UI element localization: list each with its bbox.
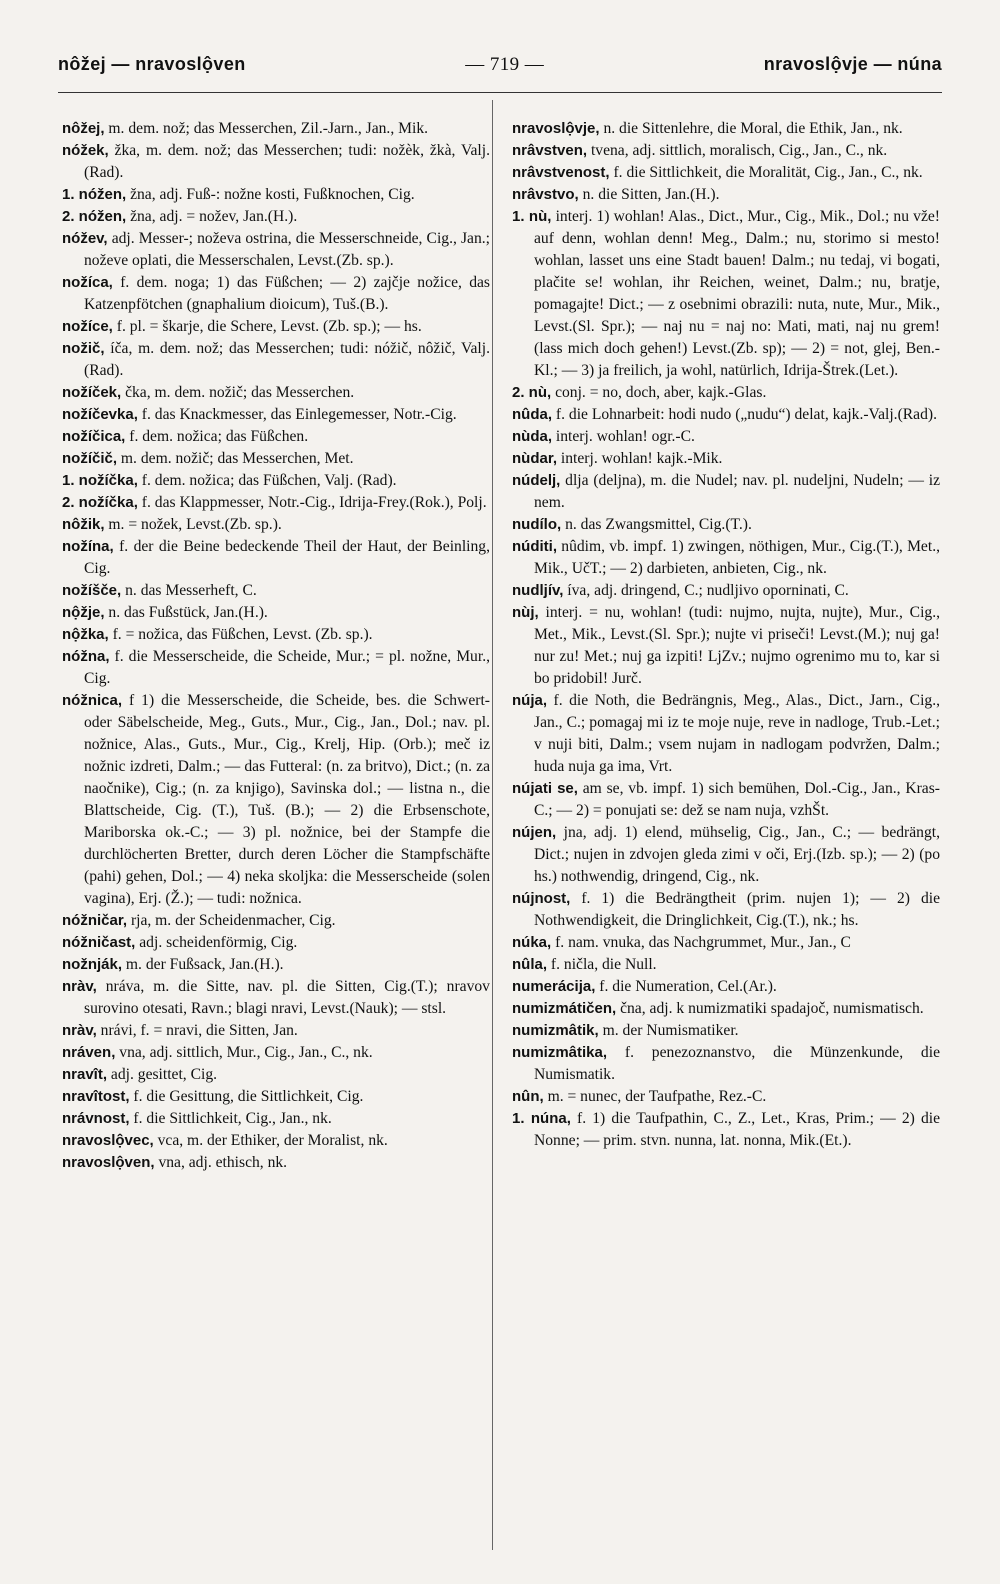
entry-definition: vna, adj. ethisch, nk.	[158, 1154, 288, 1171]
entry-definition: conj. = no, doch, aber, kajk.-Glas.	[555, 384, 767, 401]
entry-headword: 1. núna,	[512, 1110, 571, 1127]
entry-headword: nóžek,	[62, 142, 109, 159]
dictionary-entry	[512, 1086, 940, 1108]
dictionary-entry	[512, 690, 940, 778]
dictionary-entry	[512, 822, 940, 888]
entry-definition: f. das Knackmesser, das Einlegemesser, Notr.-Cig.	[141, 406, 457, 423]
entry-headword: numizmâtik,	[512, 1022, 599, 1039]
entry-definition: čka, m. dem. nožič; das Messerchen.	[125, 384, 355, 401]
entry-definition: n. die Sittenlehre, die Moral, die Ethik, Jan., nk.	[603, 120, 903, 137]
entry-definition: f. ničla, die Null.	[550, 956, 657, 973]
entry-definition: interj. wohlan! kajk.-Mik.	[560, 450, 723, 467]
entry-headword: nožíčica,	[62, 428, 126, 445]
dictionary-entry	[512, 954, 940, 976]
entry-definition: m. = nunec, der Taufpathe, Rez.-C.	[547, 1088, 767, 1105]
dictionary-entry	[512, 426, 940, 448]
entry-headword: nùj,	[512, 604, 539, 621]
dictionary-entry	[62, 404, 490, 426]
dictionary-entry	[62, 1086, 490, 1108]
entry-definition: m. = nožek, Levst.(Zb. sp.).	[108, 516, 282, 533]
entry-definition: adj. gesittet, Cig.	[110, 1066, 218, 1083]
entry-headword: nóžnica,	[62, 692, 123, 709]
entry-definition: n. die Sitten, Jan.(H.).	[582, 186, 720, 203]
dictionary-entry	[512, 932, 940, 954]
dictionary-entry	[62, 140, 490, 184]
entry-headword: núјati se,	[512, 780, 578, 797]
entry-definition: f. = nožica, das Füßchen, Levst. (Zb. sp.).	[112, 626, 373, 643]
dictionary-entry	[512, 514, 940, 536]
entry-headword: nráven,	[62, 1044, 116, 1061]
entry-definition: n. das Fußstück, Jan.(H.).	[108, 604, 268, 621]
entry-headword: 1. nožíčka,	[62, 472, 138, 489]
entry-headword: nộžje,	[62, 604, 105, 621]
dictionary-entry	[512, 140, 940, 162]
dictionary-entry	[512, 118, 940, 140]
entry-definition: m. dem. nož; das Messerchen, Zil.-Jarn., Jan., Mik.	[108, 120, 429, 137]
dictionary-entry	[512, 162, 940, 184]
entry-headword: nožíček,	[62, 384, 122, 401]
entry-definition: žna, adj. = nožev, Jan.(H.).	[130, 208, 298, 225]
entry-headword: 1. nù,	[512, 208, 552, 225]
entry-headword: nravîtost,	[62, 1088, 130, 1105]
entry-headword: nùda,	[512, 428, 552, 445]
dictionary-entry	[512, 976, 940, 998]
entry-definition: interj. = nu, wohlan! (tudi: nujmo, nujta, nujte), Mur., Cig., Met., Mik., Levst.(Sl. Spr.); nujte vi priseči! Levst.(M.); nuj ga! nur zu! Met.; nuj ga izpiti! LjZv.; nujmo ogrenimo mu to, kar si bo pridobil! Jurč.	[534, 604, 940, 687]
entry-headword: nravoslộvje,	[512, 120, 600, 137]
entry-definition: íča, m. dem. nož; das Messerchen; tudi: nóžič, nôžič, Valj.(Rad).	[84, 340, 490, 379]
entry-definition: f 1) die Messerscheide, die Scheide, bes. die Schwert- oder Säbelscheide, Meg., Guts., Mur., Cig., Jan., Dol.; nav. pl. nožnice, Alas., Guts., Mur., Cig., Krelj, Hip. (Orb.); meč iz nožnic izdreti, Dalm.; — das Futteral: (n. za britvo), Dict.; (n. za naočnike), Cig.; (n. za knjigo), Savinska dol.; — listna n., die Blattscheide, Cig. (T.), Tuš. (B.); — 2) die Erbsenschote, Mariborska ok.-C.; — 3) pl. nožnice, bei der Stampfe die durchlöcherten Bretter, durch deren Löcher die Stampfschäfte (pahi) gehen, Dol.; — 4) neka skoljka: die Messerscheide (solen vagina), Erj. (Ž.); — tudi: nožnica.	[84, 692, 490, 907]
dictionary-entry	[512, 382, 940, 404]
entry-definition: n. das Zwangsmittel, Cig.(T.).	[565, 516, 752, 533]
entry-definition: adj. scheidenförmig, Cig.	[139, 934, 298, 951]
entry-headword: nộžka,	[62, 626, 109, 643]
entry-headword: nóžničast,	[62, 934, 136, 951]
dictionary-entry	[62, 338, 490, 382]
entry-headword: 2. nù,	[512, 384, 552, 401]
entry-definition: žna, adj. Fuß-: nožne kosti, Fußknochen, Cig.	[130, 186, 415, 203]
entry-definition: vca, m. der Ethiker, der Moralist, nk.	[157, 1132, 388, 1149]
dictionary-entry	[62, 932, 490, 954]
dictionary-entry	[512, 206, 940, 382]
column-divider	[492, 100, 493, 1550]
entry-headword: nudljív,	[512, 582, 564, 599]
entry-headword: núјen,	[512, 824, 557, 841]
dictionary-entry	[62, 646, 490, 690]
entry-headword: nújnost,	[512, 890, 571, 907]
entry-definition: tvena, adj. sittlich, moralisch, Cig., Jan., C., nk.	[590, 142, 888, 159]
entry-definition: f. die Sittlichkeit, Cig., Jan., nk.	[133, 1110, 332, 1127]
dictionary-entry	[512, 448, 940, 470]
entry-headword: nravoslộven,	[62, 1154, 155, 1171]
entry-definition: interj. wohlan! ogr.-C.	[555, 428, 695, 445]
running-header	[58, 54, 942, 88]
entry-definition: vna, adj. sittlich, Mur., Cig., Jan., C., nk.	[119, 1044, 373, 1061]
dictionary-entry	[62, 272, 490, 316]
dictionary-entry	[62, 1042, 490, 1064]
entry-headword: 1. nóžen,	[62, 186, 127, 203]
dictionary-entry	[62, 954, 490, 976]
entry-definition: f. 1) die Taufpathin, C., Z., Let., Kras, Prim.; — 2) die Nonne; — prim. stvn. nunna, lat. nonna, Mik.(Et.).	[534, 1110, 940, 1149]
entry-headword: nožína,	[62, 538, 114, 555]
dictionary-entry	[512, 536, 940, 580]
dictionary-entry	[62, 316, 490, 338]
dictionary-entry	[62, 1064, 490, 1086]
entry-headword: nudílo,	[512, 516, 562, 533]
entry-headword: núja,	[512, 692, 548, 709]
entry-headword: numizmátičen,	[512, 1000, 617, 1017]
entry-headword: nóžničar,	[62, 912, 128, 929]
entry-headword: núka,	[512, 934, 552, 951]
entry-definition: jna, adj. 1) elend, mühselig, Cig., Jan., C.; — bedrängt, Dict.; nujen in zdvojen gleda zimi v oči, Erj.(Izb. sp.); — 2) (po hs.) nothwendig, dringend, Cig., nk.	[534, 824, 940, 885]
entry-headword: nrâvstven,	[512, 142, 588, 159]
entry-headword: nrâvstvo,	[512, 186, 579, 203]
entry-headword: 2. nožíčka,	[62, 494, 138, 511]
entry-headword: nôžik,	[62, 516, 105, 533]
entry-headword: nrávnost,	[62, 1110, 130, 1127]
dictionary-entry	[62, 426, 490, 448]
dictionary-entry	[512, 404, 940, 426]
entry-headword: nožíčevka,	[62, 406, 138, 423]
entry-definition: f. 1) die Bedrängtheit (prim. nujen 1); — 2) die Nothwendigkeit, die Dringlichkeit, Cig.(T.), nk.; hs.	[534, 890, 940, 929]
header-right-guideword: nravoslộvje — núna	[763, 54, 942, 74]
dictionary-entry	[62, 382, 490, 404]
header-rule	[58, 92, 942, 93]
dictionary-entry	[62, 690, 490, 910]
dictionary-entry	[512, 1042, 940, 1086]
entry-definition: f. pl. = škarje, die Schere, Levst. (Zb. sp.); — hs.	[116, 318, 422, 335]
dictionary-entry	[512, 580, 940, 602]
page-number: — 719 —	[465, 54, 545, 75]
dictionary-entry	[62, 1108, 490, 1130]
dictionary-entry	[62, 228, 490, 272]
dictionary-entry	[62, 206, 490, 228]
entry-definition: n. das Messerheft, C.	[125, 582, 257, 599]
entry-headword: nrâvstvenost,	[512, 164, 610, 181]
entry-headword: nravoslộvec,	[62, 1132, 154, 1149]
dictionary-entry	[62, 1020, 490, 1042]
left-column	[62, 118, 490, 1558]
dictionary-entry	[512, 602, 940, 690]
entry-definition: f. penezoznanstvo, die Münzenkunde, die Numismatik.	[534, 1044, 940, 1083]
dictionary-entry	[512, 1020, 940, 1042]
dictionary-entry	[62, 580, 490, 602]
entry-definition: f. die Sittlichkeit, die Moralität, Cig., Jan., C., nk.	[613, 164, 923, 181]
entry-definition: interj. 1) wohlan! Alas., Dict., Mur., Cig., Mik., Dol.; nu vže! auf denn, wohlan denn! Meg., Dalm.; nu, storimo si mesto! wohlan, lasset uns eine Stadt bauen! Dalm.; nu tedaj, vi bogati, plačite se! wohlan, ihr Reichen, weinet, Dalm.; nu, bratje, pomagajte! Dict.; — z osebnimi obrazili: nuta, nute, Mur., Mik., Levst.(Sl. Spr.); — naj nu = naj no: Mati, mati, naj nu grem! (lass mich doch gehen!) Levst.(Zb. sp); — 2) = not, glej, Ben.-Kl.; — 3) ja freilich, ja wohl, natürlich, Idrija-Štrek.(Let.).	[534, 208, 940, 379]
entry-definition: íva, adj. dringend, C.; nudljivo oporninati, C.	[567, 582, 849, 599]
entry-definition: m. der Fußsack, Jan.(H.).	[125, 956, 284, 973]
entry-definition: f. dem. noga; 1) das Füßchen; — 2) zajčje nožice, das Katzenpfötchen (gnaphalium dioicum), Tuš.(B.).	[84, 274, 490, 313]
entry-definition: nrávi, f. = nravi, die Sitten, Jan.	[100, 1022, 298, 1039]
dictionary-entry	[62, 470, 490, 492]
dictionary-entry	[512, 998, 940, 1020]
entry-definition: adj. Messer-; noževa ostrina, die Messerschneide, Cig., Jan.; noževe oplati, die Messerschalen, Levst.(Zb. sp.).	[84, 230, 490, 269]
entry-definition: nráva, m. die Sitte, nav. pl. die Sitten, Cig.(T.); nravov surovino otesati, Ravn.; blagi nravi, Levst.(Nauk); — stsl.	[84, 978, 490, 1017]
entry-definition: m. der Numismatiker.	[602, 1022, 739, 1039]
right-column	[512, 118, 940, 1558]
dictionary-entry	[512, 888, 940, 932]
entry-definition: nûdim, vb. impf. 1) zwingen, nöthigen, Mur., Cig.(T.), Met., Mik., UčT.; — 2) darbieten, anbieten, Cig., nk.	[534, 538, 940, 577]
entry-definition: f. die Numeration, Cel.(Ar.).	[599, 978, 777, 995]
dictionary-entry	[62, 184, 490, 206]
entry-headword: nûla,	[512, 956, 548, 973]
dictionary-entry	[62, 514, 490, 536]
entry-headword: nožič,	[62, 340, 105, 357]
entry-headword: nožíca,	[62, 274, 113, 291]
dictionary-entry	[512, 778, 940, 822]
entry-definition: f. die Noth, die Bedrängnis, Meg., Alas., Dict., Jarn., Cig., Jan., C.; pomagaj mi iz te moje nuje, reve in nadloge, Trub.-Let.; v nuji biti, Dalm.; vsem nujam in nadlogam podvržen, Dalm.; huda nuja ga ima, Vrt.	[534, 692, 940, 775]
dictionary-entry	[512, 470, 940, 514]
entry-headword: núditi,	[512, 538, 557, 555]
entry-headword: numerácija,	[512, 978, 596, 995]
entry-definition: f. nam. vnuka, das Nachgrummet, Mur., Jan., C	[555, 934, 851, 951]
dictionary-entry	[62, 448, 490, 470]
dictionary-entry	[62, 492, 490, 514]
dictionary-entry	[62, 1152, 490, 1174]
entry-headword: numizmâtika,	[512, 1044, 608, 1061]
entry-headword: núdelj,	[512, 472, 561, 489]
entry-definition: m. dem. nožič; das Messerchen, Met.	[120, 450, 354, 467]
entry-headword: nûn,	[512, 1088, 544, 1105]
entry-headword: nûda,	[512, 406, 552, 423]
entry-definition: f. das Klappmesser, Notr.-Cig., Idrija-Frey.(Rok.), Polj.	[141, 494, 487, 511]
dictionary-entry	[62, 602, 490, 624]
entry-definition: čna, adj. k numizmatiki spadajoč, numismatisch.	[620, 1000, 924, 1017]
entry-headword: nôžej,	[62, 120, 105, 137]
entry-definition: f. der die Beine bedeckende Theil der Haut, der Beinling, Cig.	[84, 538, 490, 577]
dictionary-entry	[512, 184, 940, 206]
entry-headword: 2. nóžen,	[62, 208, 127, 225]
dictionary-entry	[512, 1108, 940, 1152]
dictionary-entry	[62, 118, 490, 140]
entry-definition: f. die Messerscheide, die Scheide, Mur.; = pl. nožne, Mur., Cig.	[84, 648, 490, 687]
header-left-guideword: nôžej — nravoslộven	[58, 54, 246, 74]
dictionary-entry	[62, 536, 490, 580]
dictionary-entry	[62, 624, 490, 646]
entry-headword: nóžna,	[62, 648, 110, 665]
entry-definition: f. die Lohnarbeit: hodi nudo („nudu“) delat, kajk.-Valj.(Rad).	[555, 406, 937, 423]
entry-headword: nožnják,	[62, 956, 123, 973]
entry-headword: nùdar,	[512, 450, 558, 467]
entry-definition: f. dem. nožica; das Füßchen.	[129, 428, 309, 445]
entry-headword: nravît,	[62, 1066, 108, 1083]
entry-headword: nràv,	[62, 978, 97, 995]
entry-headword: nožíce,	[62, 318, 113, 335]
entry-headword: nràv,	[62, 1022, 97, 1039]
entry-definition: am se, vb. impf. 1) sich bemühen, Dol.-Cig., Jan., Kras-C.; — 2) = ponujati se: dež se nam nuja, vzhŠt.	[534, 780, 940, 819]
entry-definition: rja, m. der Scheidenmacher, Cig.	[130, 912, 336, 929]
dictionary-entry	[62, 1130, 490, 1152]
dictionary-entry	[62, 976, 490, 1020]
entry-headword: nóžev,	[62, 230, 108, 247]
entry-definition: f. die Gesittung, die Sittlichkeit, Cig.	[133, 1088, 364, 1105]
dictionary-entry	[62, 910, 490, 932]
entry-definition: žka, m. dem. nož; das Messerchen; tudi: nožèk, žkà, Valj.(Rad).	[84, 142, 490, 181]
entry-definition: f. dem. nožica; das Füßchen, Valj. (Rad).	[141, 472, 397, 489]
entry-headword: nožíčič,	[62, 450, 118, 467]
entry-definition: dlja (deljna), m. die Nudel; nav. pl. nudeljni, Nudeln; — iz nem.	[534, 472, 940, 511]
entry-headword: nožíšče,	[62, 582, 122, 599]
